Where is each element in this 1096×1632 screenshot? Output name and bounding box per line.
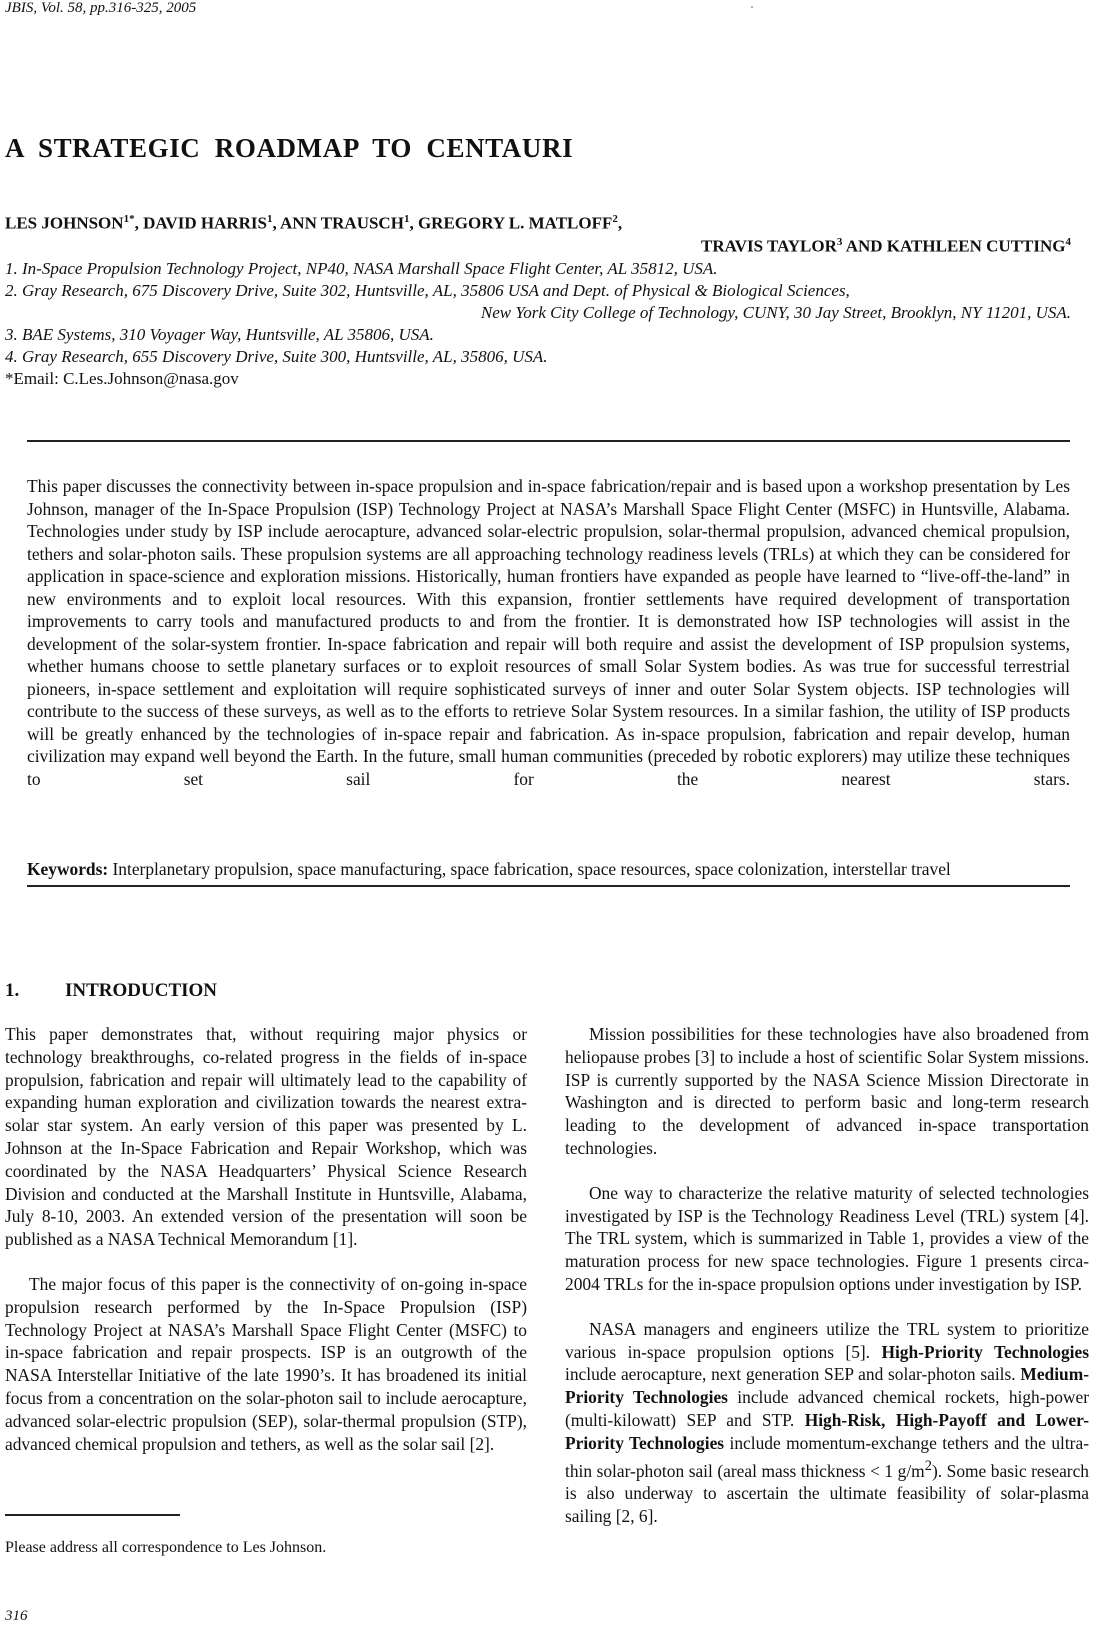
author-name: , ANN TRAUSCH: [272, 213, 404, 233]
affiliation-2-cont: New York City College of Technology, CUNY, 30 Jay Street, Brooklyn, NY 11201, USA.: [480, 303, 1071, 322]
author-name: TRAVIS TAYLOR: [701, 236, 837, 256]
author-sup: 4: [1065, 236, 1071, 248]
abstract-top-rule: [27, 440, 1070, 442]
text-run: ). Some basic research is also underway to ascertain the ultimate feasibility of solar-plasma sailing [2, 6].: [565, 1460, 1089, 1526]
bold-term: Medium-Priority Technologies: [565, 1364, 1089, 1408]
author-email: *Email: C.Les.Johnson@nasa.gov: [5, 369, 239, 388]
superscript: 2: [924, 1457, 932, 1474]
author-name: , GREGORY L. MATLOFF: [409, 213, 613, 233]
affiliation-2: 2. Gray Research, 675 Discovery Drive, Suite 302, Huntsville, AL, 35806 USA and Dept. of Physical & Biological Sciences,: [5, 281, 850, 300]
bold-term: High-Priority Technologies: [881, 1341, 1089, 1362]
section-title: INTRODUCTION: [65, 980, 218, 1001]
bold-term: High-Risk, High-Payoff and Lower-Priority Technologies: [565, 1409, 1089, 1453]
paragraph: Mission possibilities for these technologies have also broadened from heliopause probes [3] to include a host of scientific Solar System missions. ISP is currently supported by the NASA Science Mission Directorate in Washington and is directed to perform basic and long-term research leading to the development of advanced in-space transportation technologies.: [565, 1024, 1089, 1158]
text-run: include aerocapture, next generation SEP and solar-photon sails.: [565, 1364, 1021, 1385]
keywords-label: Keywords:: [27, 859, 109, 879]
affiliation-4: 4. Gray Research, 655 Discovery Drive, Suite 300, Huntsville, AL, 35806, USA.: [5, 347, 548, 366]
affiliation-1: 1. In-Space Propulsion Technology Project, NP40, NASA Marshall Space Flight Center, AL 35812, USA.: [5, 259, 718, 278]
journal-citation: JBIS, Vol. 58, pp.316-325, 2005: [5, 0, 197, 16]
author-name: LES JOHNSON: [5, 213, 124, 233]
author-name: AND KATHLEEN CUTTING: [842, 236, 1066, 256]
paragraph: [565, 1318, 1089, 1528]
text-run: include momentum-exchange tethers and the ultra-thin solar-photon sail (areal mass thickness < 1 g/m: [565, 1432, 1089, 1481]
paper-title: A STRATEGIC ROADMAP TO CENTAURI: [5, 133, 574, 163]
author-sup: 1: [266, 213, 273, 225]
abstract: This paper discusses the connectivity between in-space propulsion and in-space fabrication/repair and is based upon a workshop presentation by Les Johnson, manager of the In-Space Propulsion (ISP) Technology Project at NASA’s Marshall Space Flight Center (MSFC) in Huntsville, Alabama. Technologies under study by ISP include aerocapture, advanced solar-electric propulsion, solar-thermal propulsion, advanced chemical propulsion, tethers and solar-photon sails. These propulsion systems are all approaching technology readiness levels (TRLs) at which they can be considered for application in space-science and exploration missions. Historically, human frontiers have expanded as people have learned to “live-off-the-land” in new environments and to exploit local resources. With this expansion, frontier settlements have required development of transportation improvements to carry tools and manufactured products to and from the frontier. It is demonstrated how ISP technologies will assist in the development of the solar-system frontier. In-space fabrication and repair will both require and assist the development of ISP propulsion systems, whether humans choose to settle planetary surfaces or to exploit resources of small Solar System bodies. As was true for successful terrestrial pioneers, in-space settlement and exploitation will require sophisticated surveys of inner and outer Solar System objects. ISP technologies will contribute to the success of these surveys, as well as to the efforts to retrieve Solar System resources. In a similar fashion, the utility of ISP products will be greatly enhanced by the technologies of in-space repair and fabrication. As in-space propulsion, fabrication and repair develop, human civilization may expand well beyond the Earth. In the future, small human communities (preceded by robotic explorers) may utilize these techniques to set sail for the nearest stars.: [27, 476, 1070, 789]
column-right: [565, 1023, 1089, 1550]
keywords-text: Interplanetary propulsion, space manufacturing, space fabrication, space resources, space colonization, interstellar travel: [108, 859, 951, 879]
abstract-bottom-rule: [27, 885, 1070, 887]
affiliation-3: 3. BAE Systems, 310 Voyager Way, Huntsville, AL 35806, USA.: [5, 325, 434, 344]
author-sup: 3: [836, 236, 843, 248]
section-number: 1.: [5, 980, 20, 1001]
author-sup: 2: [612, 213, 618, 225]
footnote-rule: [5, 1514, 180, 1516]
scan-speck: [751, 6, 753, 8]
paragraph: One way to characterize the relative maturity of selected technologies investigated by ISP is the Technology Readiness Level (TRL) system [4]. The TRL system, which is summarized in Table 1, provides a view of the maturation process for new space technologies. Figure 1 presents circa-2004 TRLs for the in-space propulsion options under investigation by ISP.: [565, 1182, 1089, 1294]
page-number: 316: [5, 1608, 28, 1624]
paragraph: This paper demonstrates that, without requiring major physics or technology breakthroughs, co-related progress in the fields of in-space propulsion, fabrication and repair will ultimately lead to the capability of expanding human exploration and civilization towards the nearest extra-solar star system. An early version of this paper was presented by L. Johnson at the In-Space Fabrication and Repair Workshop, which was coordinated by the NASA Headquarters’ Physical Science Research Division and conducted at the Marshall Institute in Huntsville, Alabama, July 8-10, 2003. An extended version of the presentation will soon be published as a NASA Technical Memorandum [1].: [5, 1024, 527, 1250]
column-left: [5, 1023, 527, 1477]
author-line-2: [701, 236, 1071, 257]
author-sup: 1: [403, 213, 410, 225]
section-heading: [5, 980, 217, 1002]
footnote: Please address all correspondence to Les Johnson.: [5, 1539, 327, 1556]
author-name: ,: [617, 213, 623, 233]
author-name: , DAVID HARRIS: [134, 213, 267, 233]
paragraph: The major focus of this paper is the connectivity of on-going in-space propulsion research performed by the In-Space Propulsion (ISP) Technology Project at NASA’s Marshall Space Flight Center (MSFC) to in-space fabrication and repair prospects. ISP is an outgrowth of the NASA Interstellar Initiative of the late 1990’s. It has broadened its initial focus from a concentration on the solar-photon sail to include aerocapture, advanced solar-electric propulsion (SEP), solar-thermal propulsion (STP), advanced chemical propulsion and tethers, as well as the solar sail [2].: [5, 1273, 527, 1454]
keywords: [27, 858, 1070, 881]
author-sup: 1*: [123, 213, 135, 225]
author-line-1: [5, 213, 622, 234]
text-run: include advanced chemical rockets, high-power (multi-kilowatt) SEP and STP.: [565, 1387, 1089, 1430]
text-run: NASA managers and engineers utilize the TRL system to prioritize various in-space propulsion options [5].: [565, 1318, 1089, 1362]
